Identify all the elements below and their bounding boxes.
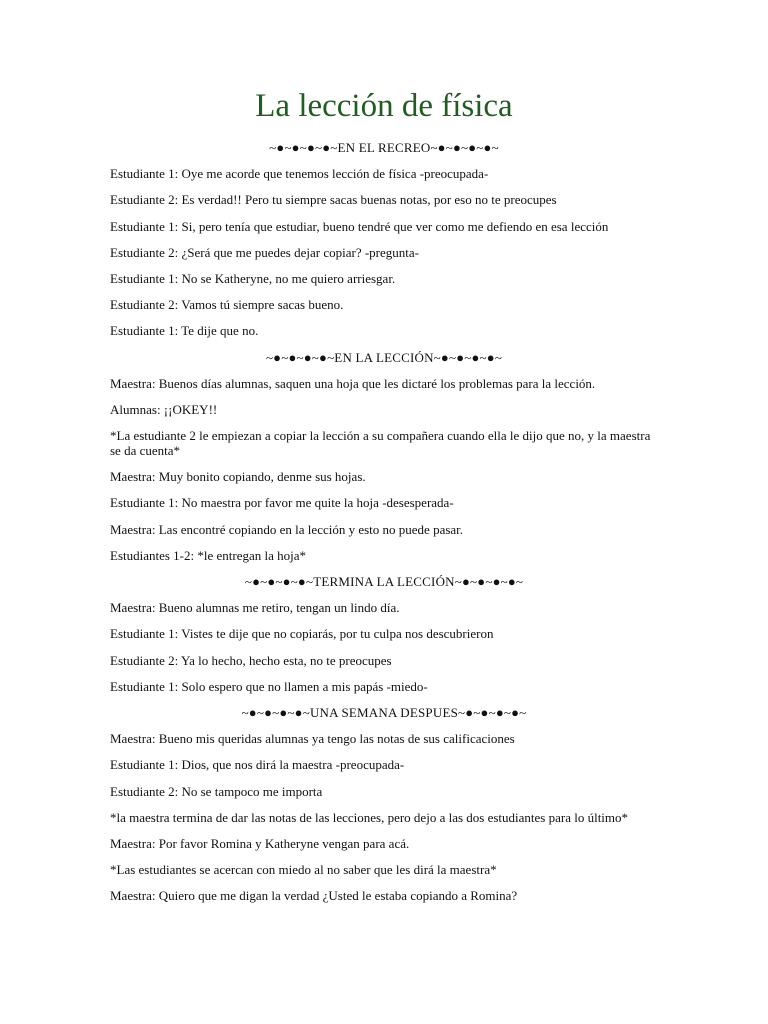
dialogue-line: Maestra: Muy bonito copiando, denme sus hojas.: [110, 469, 366, 485]
section-divider: ~●~●~●~●~EN EL RECREO~●~●~●~●~: [269, 140, 499, 155]
document-body: [110, 140, 658, 903]
dialogue-line: Estudiante 1: No maestra por favor me quite la hoja -desesperada-: [110, 495, 454, 511]
dialogue-line: Estudiante 2: Ya lo hecho, hecho esta, no te preocupes: [110, 652, 392, 668]
document-page: [110, 84, 658, 914]
section-divider: ~●~●~●~●~TERMINA LA LECCIÓN~●~●~●~●~: [244, 574, 524, 589]
dialogue-line: Estudiante 1: Dios, que nos dirá la maestra -preocupada-: [110, 757, 405, 773]
dialogue-line: Estudiante 1: Vistes te dije que no copiarás, por tu culpa nos descubrieron: [110, 626, 494, 642]
dialogue-line: Estudiante 1: Oye me acorde que tenemos lección de física -preocupada-: [110, 166, 489, 182]
dialogue-line: Estudiante 1: Solo espero que no llamen a mis papás -miedo-: [110, 678, 428, 694]
section-divider: ~●~●~●~●~EN LA LECCIÓN~●~●~●~●~: [265, 349, 503, 365]
dialogue-line: Estudiante 1: Te dije que no.: [110, 323, 259, 339]
dialogue-line: Estudiante 2: No se tampoco me importa: [110, 783, 323, 799]
dialogue-line: Estudiantes 1-2: *le entregan la hoja*: [110, 547, 307, 563]
section-divider: ~●~●~●~●~UNA SEMANA DESPUES~●~●~●~●~: [241, 704, 527, 720]
dialogue-line: Maestra: Bueno alumnas me retiro, tengan un lindo día.: [110, 600, 400, 616]
dialogue-line: *la maestra termina de dar las notas de las lecciones, pero dejo a las dos estudiantes para lo último*: [110, 809, 629, 825]
dialogue-line: Maestra: Bueno mis queridas alumnas ya tengo las notas de sus calificaciones: [110, 731, 515, 747]
dialogue-line: Estudiante 1: No se Katheryne, no me quiero arriesgar.: [110, 270, 396, 286]
dialogue-line: Estudiante 2: Vamos tú siempre sacas bueno.: [110, 297, 344, 313]
dialogue-line: Estudiante 1: Si, pero tenía que estudiar, bueno tendré que ver como me defiendo en esa lección: [110, 218, 609, 234]
dialogue-line: Maestra: Buenos días alumnas, saquen una hoja que les dictaré los problemas para la lección.: [110, 375, 596, 391]
dialogue-line: *Las estudiantes se acercan con miedo al no saber que les dirá la maestra*: [110, 862, 497, 878]
dialogue-line: Estudiante 2: Es verdad!! Pero tu siempre sacas buenas notas, por eso no te preocupes: [110, 192, 557, 208]
dialogue-line: Alumnas: ¡¡OKEY!!: [110, 401, 218, 417]
dialogue-line: Maestra: Quiero que me digan la verdad ¿Usted le estaba copiando a Romina?: [110, 888, 518, 904]
dialogue-line: Maestra: Las encontré copiando en la lección y esto no puede pasar.: [110, 521, 464, 537]
dialogue-line: Estudiante 2: ¿Será que me puedes dejar copiar? -pregunta-: [110, 244, 419, 260]
dialogue-line: Maestra: Por favor Romina y Katheryne vengan para acá.: [110, 835, 410, 851]
document-title: La lección de física: [255, 88, 513, 124]
dialogue-line: *La estudiante 2 le empiezan a copiar la lección a su compañera cuando ella le dijo que no, y la maestra se da cuenta*: [110, 428, 651, 459]
